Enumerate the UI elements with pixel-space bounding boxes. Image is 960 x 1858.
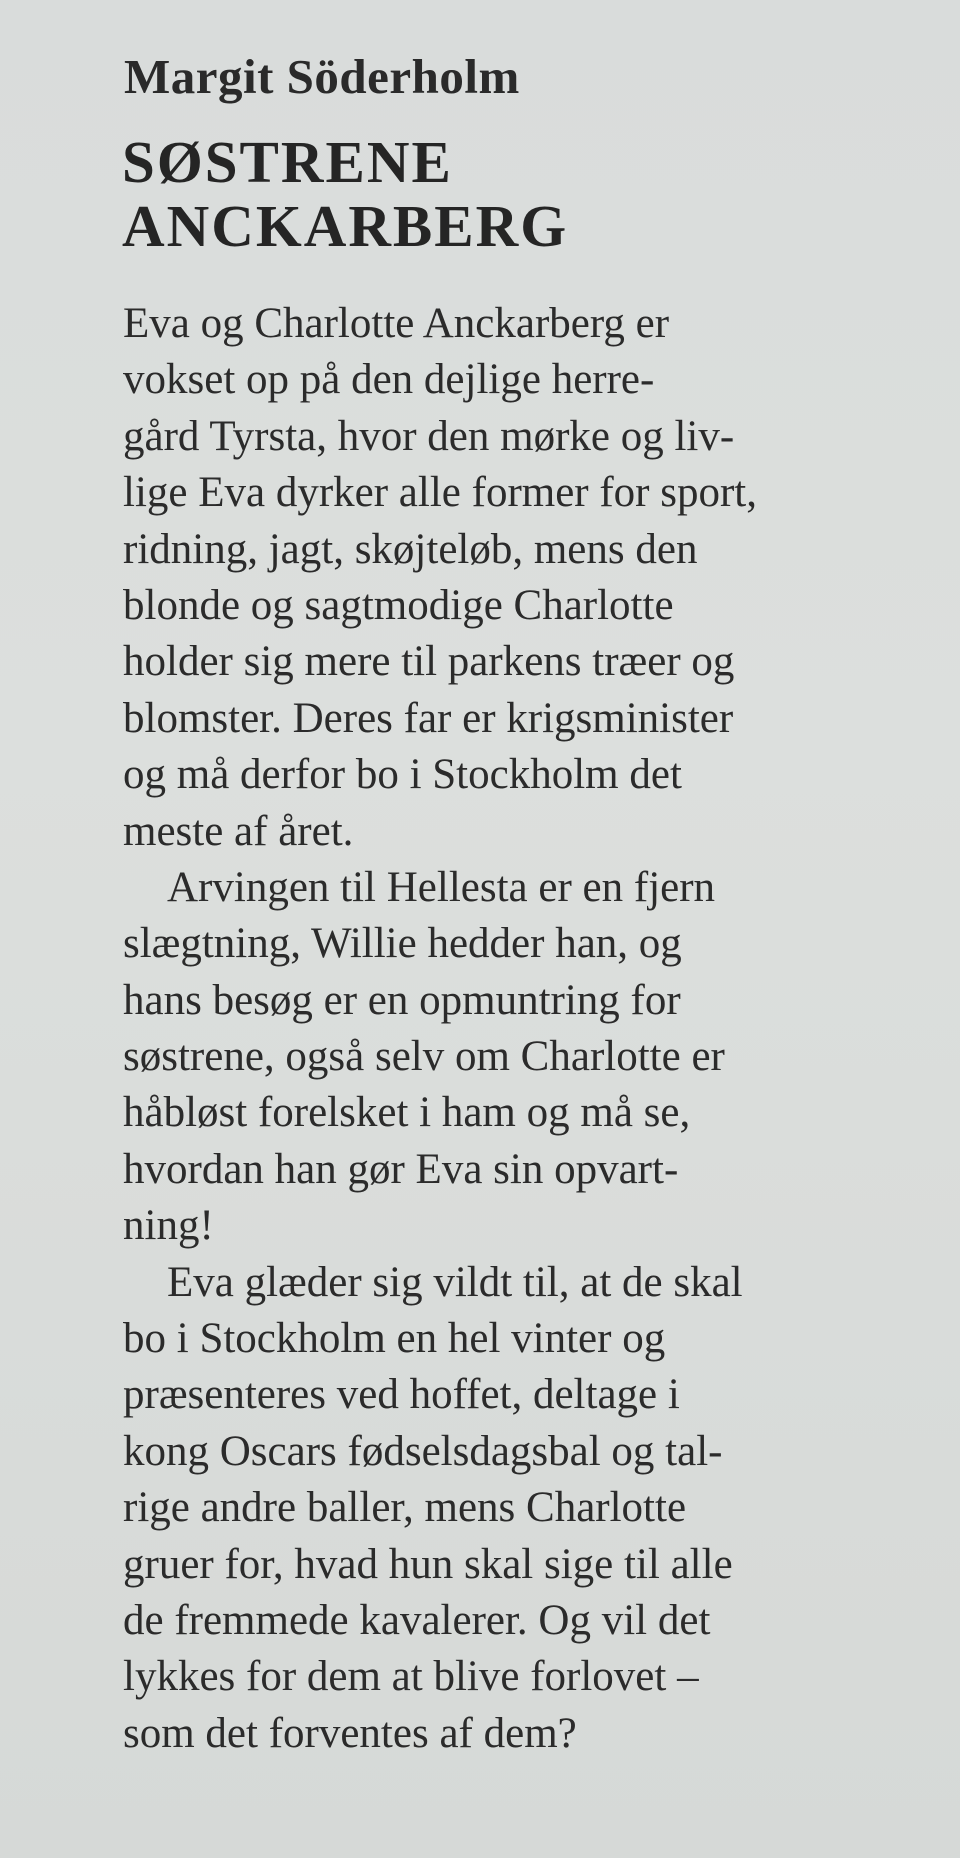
blurb-line: slægtning, Willie hedder han, og <box>123 920 682 968</box>
blurb-line: holder sig mere til parkens træer og <box>123 638 735 686</box>
blurb-line: søstrene, også selv om Charlotte er <box>123 1033 725 1081</box>
blurb-line: håbløst forelsket i ham og må se, <box>123 1089 691 1137</box>
blurb-line: de fremmede kavalerer. Og vil det <box>123 1596 711 1644</box>
blurb-line: gård Tyrsta, hvor den mørke og liv- <box>123 412 735 460</box>
blurb-line: meste af året. <box>123 807 354 855</box>
blurb-line: hvordan han gør Eva sin opvart- <box>123 1145 679 1193</box>
book-title-line: SØSTRENE <box>122 129 453 195</box>
blurb-line: kong Oscars fødselsdagsbal og tal- <box>123 1427 723 1475</box>
author-name: Margit Söderholm <box>124 49 520 104</box>
blurb-text <box>123 296 903 1762</box>
blurb-line: ning! <box>123 1202 214 1250</box>
book-title <box>122 130 568 258</box>
blurb-line: hans besøg er en opmuntring for <box>123 976 681 1024</box>
blurb-paragraph-start: Eva glæder sig vildt til, at de skal <box>167 1258 743 1306</box>
blurb-line: bo i Stockholm en hel vinter og <box>123 1315 666 1363</box>
blurb-line: og må derfor bo i Stockholm det <box>123 751 682 799</box>
blurb-line: Eva og Charlotte Anckarberg er <box>123 300 670 347</box>
blurb-line: ridning, jagt, skøjteløb, mens den <box>123 525 698 573</box>
blurb-line: rige andre baller, mens Charlotte <box>123 1484 687 1532</box>
blurb-paragraph-start: Arvingen til Hellesta er en fjern <box>167 863 716 911</box>
blurb-line: gruer for, hvad hun skal sige til alle <box>123 1540 733 1588</box>
blurb-line: blomster. Deres far er krigsminister <box>123 694 734 742</box>
blurb-line: lige Eva dyrker alle former for sport, <box>123 469 757 517</box>
blurb-line: blonde og sagtmodige Charlotte <box>123 581 674 629</box>
book-title-line: ANCKARBERG <box>122 193 569 259</box>
blurb-line: som det forventes af dem? <box>123 1709 577 1757</box>
blurb-line: lykkes for dem at blive forlovet – <box>123 1653 699 1701</box>
blurb-line: vokset op på den dejlige herre- <box>123 356 655 404</box>
blurb-line: præsenteres ved hoffet, deltage i <box>123 1371 680 1419</box>
